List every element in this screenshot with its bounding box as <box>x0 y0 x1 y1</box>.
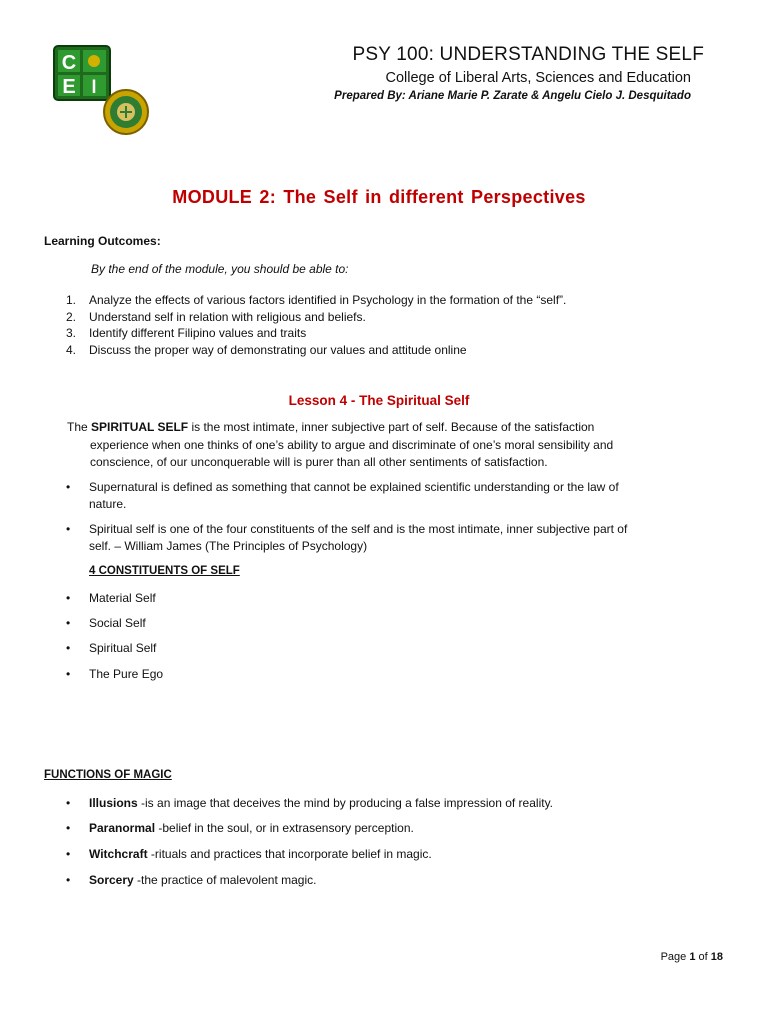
magic-heading: FUNCTIONS OF MAGIC <box>44 769 172 781</box>
module-title: MODULE 2: The Self in different Perspectives <box>172 187 586 207</box>
constituents-heading: 4 CONSTITUENTS OF SELF <box>89 565 240 577</box>
college-logo <box>52 44 162 136</box>
cleve-logo-icon <box>52 44 162 136</box>
college-name: College of Liberal Arts, Sciences and Education <box>385 70 691 86</box>
learning-outcomes-heading: Learning Outcomes: <box>44 234 161 248</box>
list-item: • The Pure Ego <box>66 667 164 681</box>
logo-letter-c: C <box>61 52 77 74</box>
list-item: • Paranormal -belief in the soul, or in extrasensory perception. <box>66 821 414 835</box>
list-item: • Witchcraft -rituals and practices that incorporate belief in magic. <box>66 847 432 861</box>
list-item: • Supernatural is defined as something that cannot be explained scientific understanding or the law of nature. <box>66 480 619 511</box>
logo-letter-e: E <box>62 76 76 98</box>
learning-outcomes-intro: By the end of the module, you should be able to: <box>91 262 349 276</box>
spiritual-self-term: SPIRITUAL SELF <box>91 420 189 434</box>
list-item: • Sorcery -the practice of malevolent magic. <box>66 873 317 887</box>
list-item: • Spiritual self is one of the four constituents of the self and is the most intimate, inner subjective part of self. – William James (The Principles of Psychology) <box>66 522 628 553</box>
page-number: Page 1 of 18 <box>660 951 723 963</box>
list-item: • Illusions -is an image that deceives the mind by producing a false impression of reality. <box>66 796 554 810</box>
list-item: • Social Self <box>66 616 146 630</box>
list-item: 4. Discuss the proper way of demonstrating our values and attitude online <box>66 342 467 357</box>
lesson-title: Lesson 4 - The Spiritual Self <box>288 393 470 408</box>
prepared-by: Prepared By: Ariane Marie P. Zarate & Angelu Cielo J. Desquitado <box>334 90 691 102</box>
svg-text:l: l <box>91 77 97 97</box>
learning-outcomes-list <box>66 292 566 358</box>
list-item: 3. Identify different Filipino values and traits <box>66 326 307 340</box>
list-item: 1. Analyze the effects of various factors identified in Psychology in the formation of the “self”. <box>66 293 567 307</box>
spiritual-self-paragraph: The SPIRITUAL SELF is the most intimate, inner subjective part of self. Because of the satisfaction experience when one thinks of one’s ability to argue and discriminate of one’s moral sensibility and conscience, of our unconquerable will is purer than all other sentiments of satisfaction. <box>67 420 614 469</box>
list-item: 2. Understand self in relation with religious and beliefs. <box>66 309 366 324</box>
list-item: • Material Self <box>66 591 156 605</box>
list-item: • Spiritual Self <box>66 641 157 655</box>
course-title: PSY 100: UNDERSTANDING THE SELF <box>352 44 704 65</box>
